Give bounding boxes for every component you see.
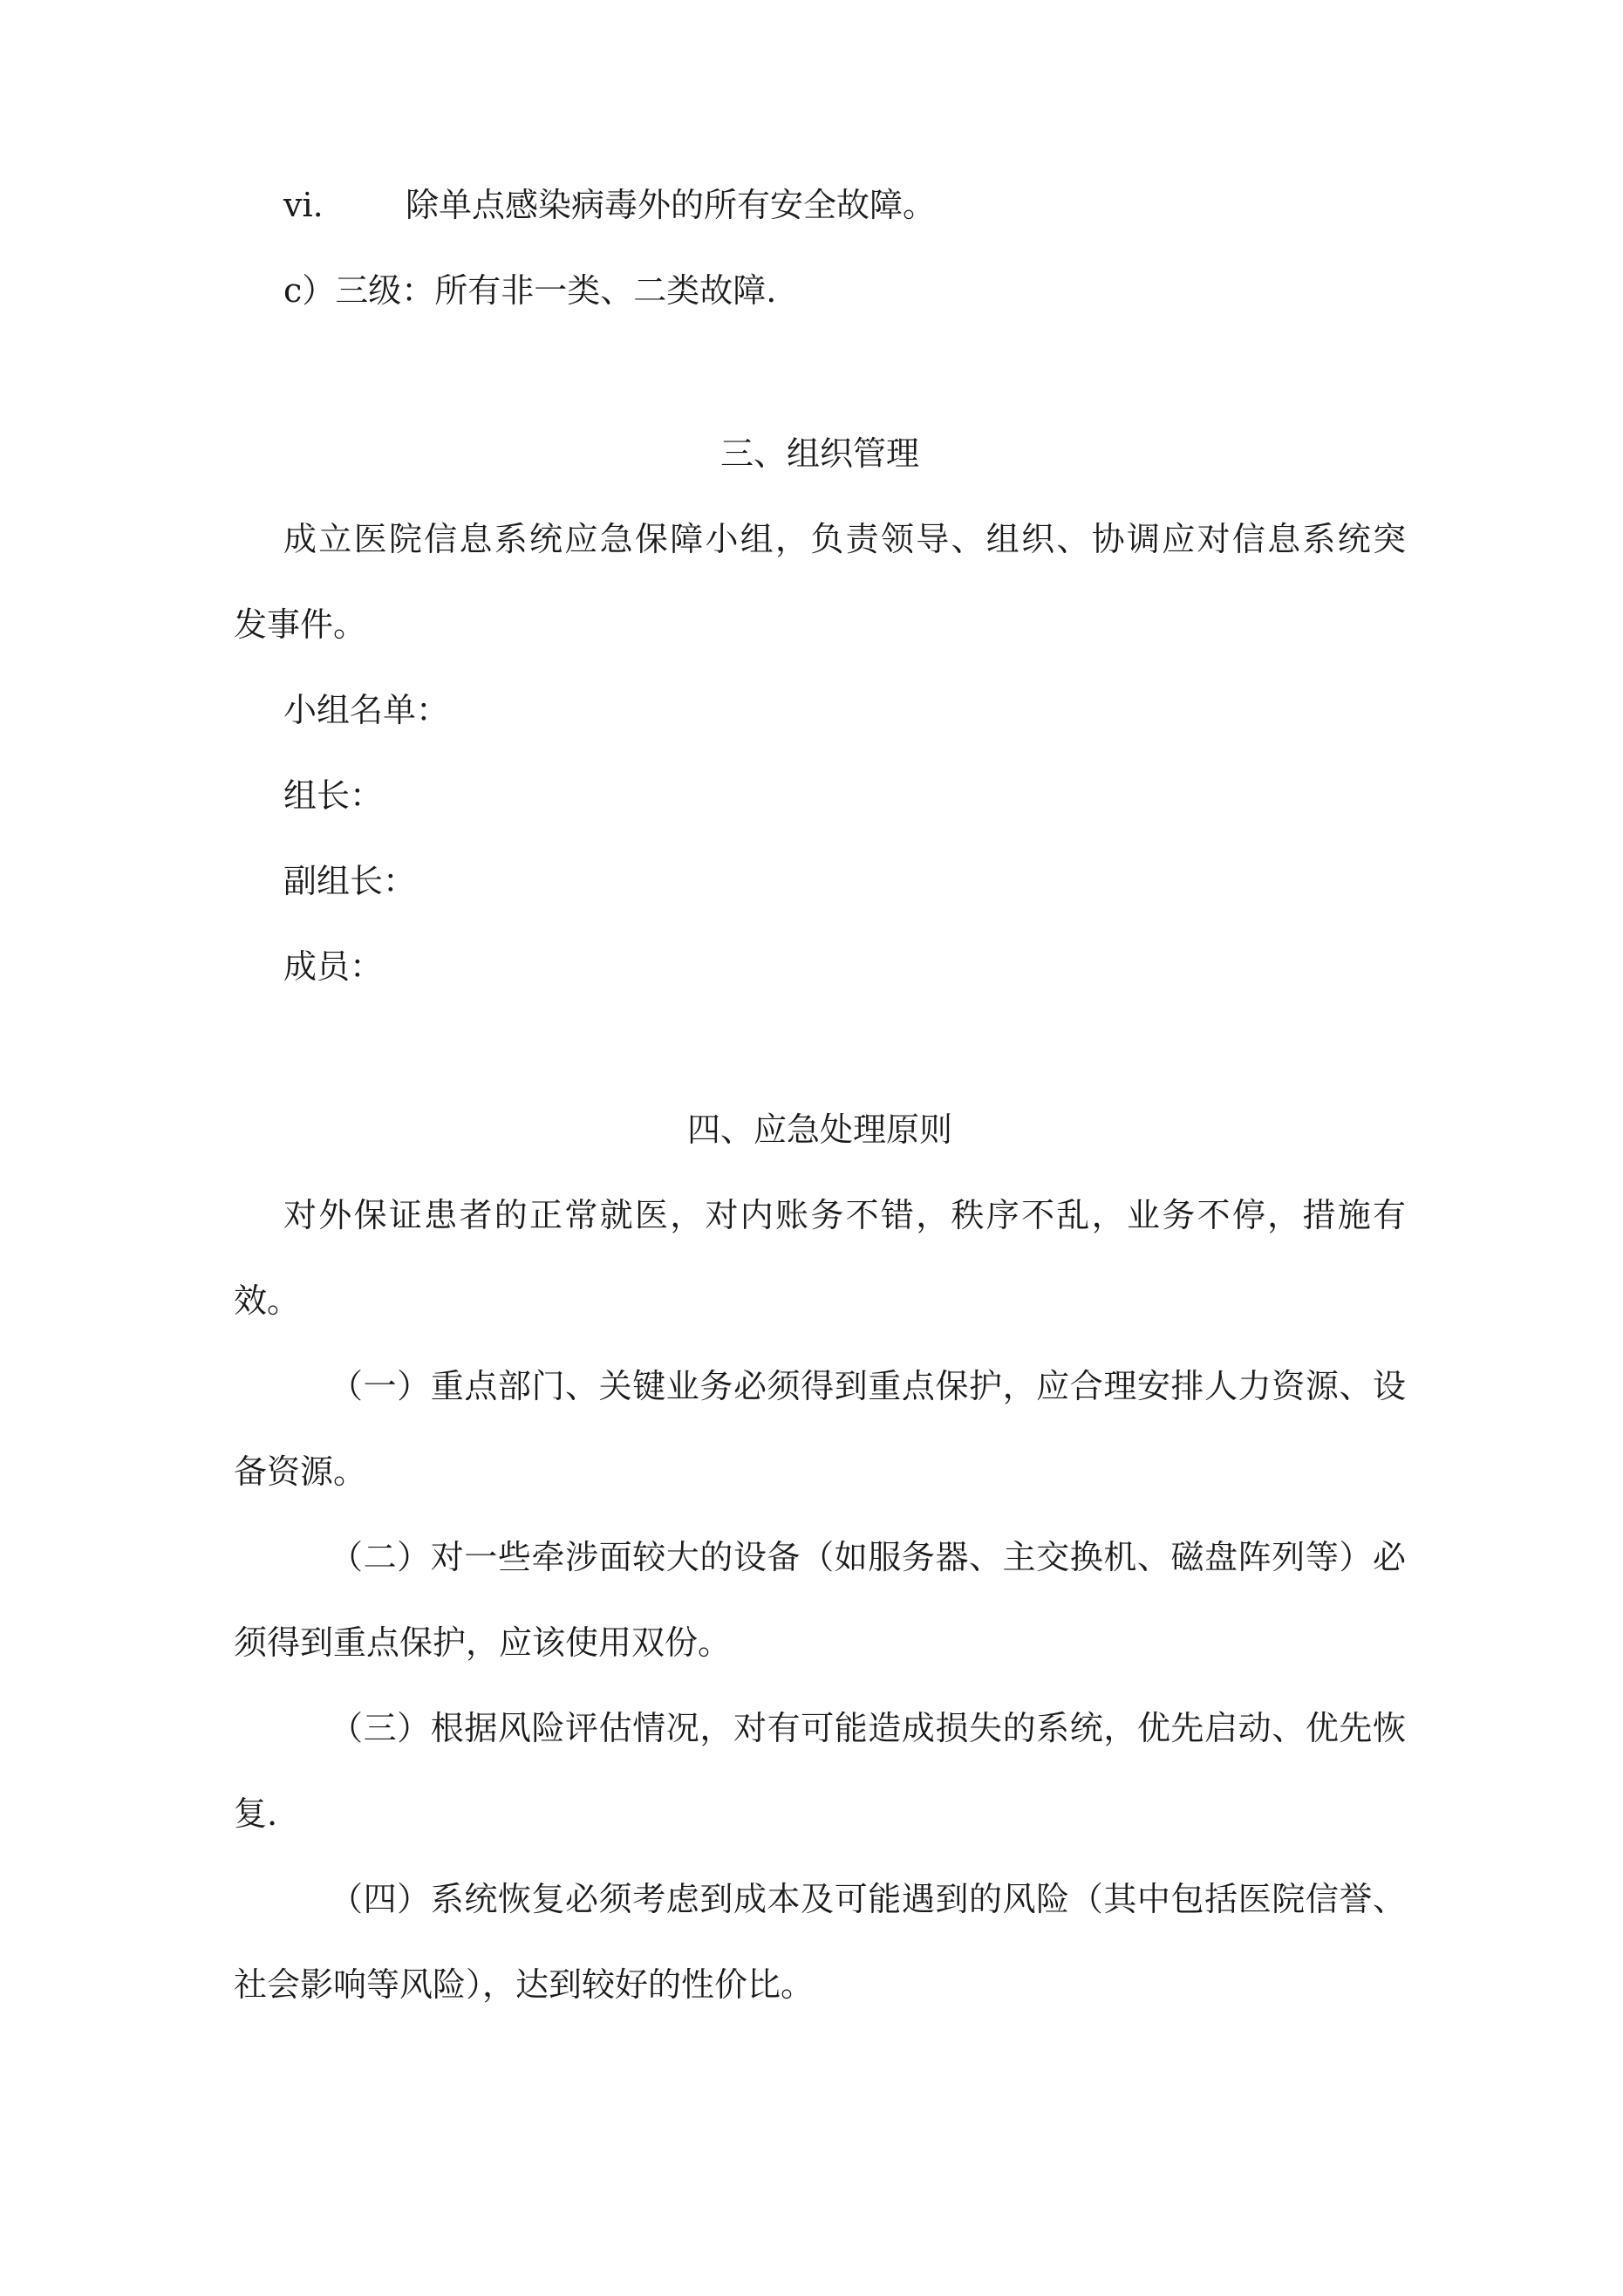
paragraph-line: 复. <box>234 1794 278 1833</box>
level-3-definition: c）三级：所有非一类、二类故障. <box>283 271 777 310</box>
paragraph-line: 备资源。 <box>234 1452 367 1491</box>
paragraph-line: 须得到重点保护，应该使用双份。 <box>234 1623 732 1662</box>
principle-item-4: （四）系统恢复必须考虑到成本及可能遇到的风险（其中包括医院信誉、 <box>330 1880 1406 1918</box>
principle-item-3: （三）根据风险评估情况，对有可能造成损失的系统，优先启动、优先恢 <box>330 1709 1406 1747</box>
team-list-label: 小组名单： <box>283 691 450 729</box>
list-marker: vi. <box>283 186 324 224</box>
team-deputy-label: 副组长： <box>283 862 417 900</box>
section-heading-principles: 四、应急处理原则 <box>686 1110 952 1149</box>
team-members-label: 成员： <box>283 947 384 986</box>
list-item-text: 除单点感染病毒外的所有安全故障。 <box>406 186 937 224</box>
list-item-vi <box>283 179 1456 231</box>
paragraph-line: 效。 <box>234 1281 301 1320</box>
paragraph-line: 社会影响等风险），达到较好的性价比。 <box>234 1965 815 2004</box>
principle-item-2: （二）对一些牵涉面较大的设备（如服务器、主交换机、磁盘阵列等）必 <box>330 1538 1406 1576</box>
team-leader-label: 组长： <box>283 776 384 815</box>
paragraph-line: 成立医院信息系统应急保障小组，负责领导、组织、协调应对信息系统突 <box>283 520 1406 558</box>
paragraph-line: 发事件。 <box>234 605 367 644</box>
paragraph-line: 对外保证患者的正常就医，对内账务不错，秩序不乱，业务不停，措施有 <box>283 1196 1406 1234</box>
section-heading-organization: 三、组织管理 <box>719 434 919 473</box>
principle-item-1: （一）重点部门、关键业务必须得到重点保护，应合理安排人力资源、设 <box>330 1367 1406 1405</box>
